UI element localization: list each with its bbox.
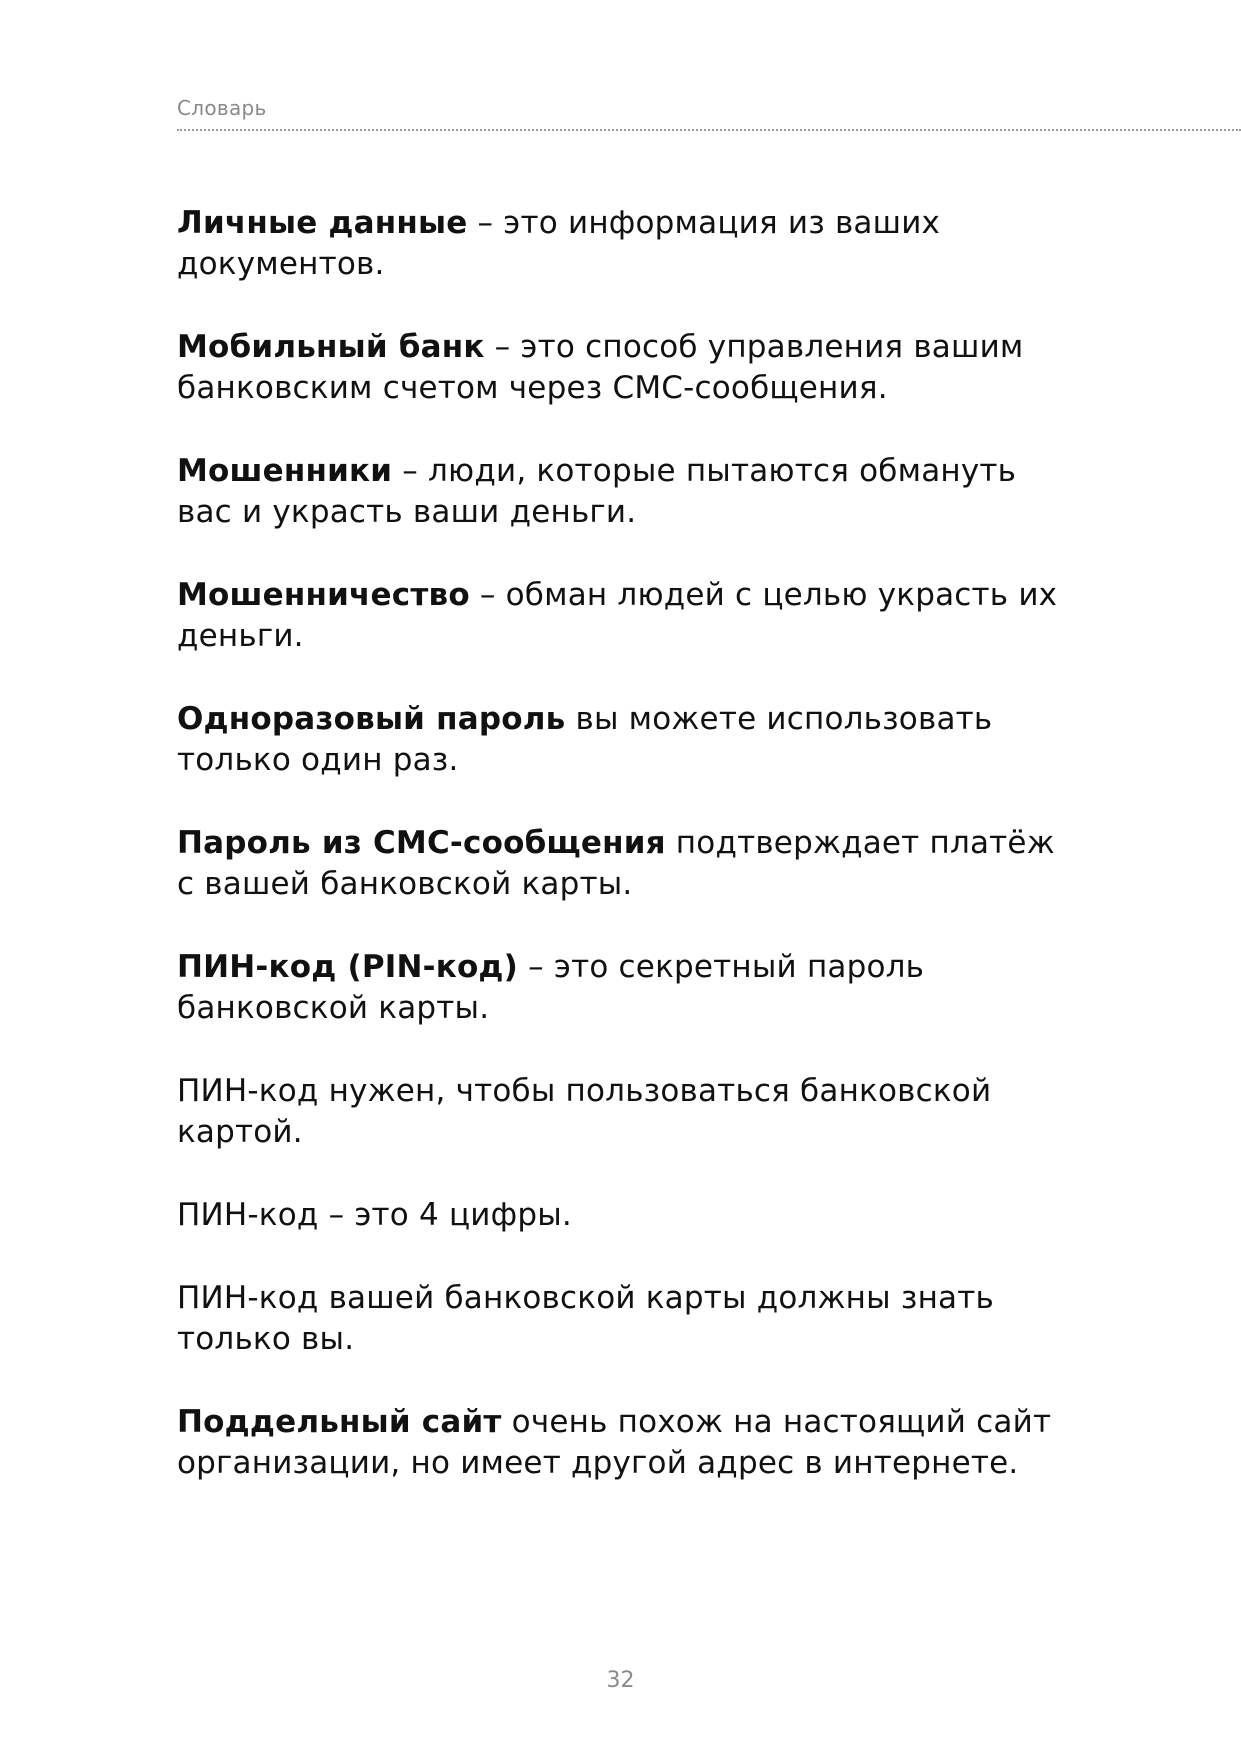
glossary-term: Мошенники bbox=[177, 453, 393, 489]
glossary-term: Мобильный банк bbox=[177, 329, 485, 365]
glossary-paragraph bbox=[177, 1195, 1077, 1236]
glossary-definition: ПИН-код нужен, чтобы пользоваться банковской картой. bbox=[177, 1073, 992, 1150]
glossary-term: Поддельный сайт bbox=[177, 1404, 502, 1440]
glossary-definition: ПИН-код вашей банковской карты должны знать только вы. bbox=[177, 1280, 994, 1357]
glossary-entry bbox=[177, 1402, 1077, 1484]
glossary-definition: очень похож на настоящий сайт организации, но имеет другой адрес в интернете. bbox=[177, 1404, 1052, 1481]
glossary-term: Пароль из СМС-сообщения bbox=[177, 825, 666, 861]
glossary-entry bbox=[177, 451, 1077, 533]
header-title: Словарь bbox=[177, 96, 267, 120]
header-divider bbox=[177, 129, 1241, 131]
glossary-term: Мошенничество bbox=[177, 577, 470, 613]
glossary-entry bbox=[177, 699, 1077, 781]
glossary-entry bbox=[177, 203, 1077, 285]
glossary-definition: – это секретный пароль банковской карты. bbox=[177, 949, 925, 1026]
page-header bbox=[177, 96, 1241, 131]
glossary-entry bbox=[177, 947, 1077, 1029]
glossary-entry bbox=[177, 327, 1077, 409]
glossary-term: Личные данные bbox=[177, 205, 468, 241]
glossary-term: Одноразовый пароль bbox=[177, 701, 566, 737]
glossary-definition: – обман людей с целью украсть их деньги. bbox=[177, 577, 1058, 654]
glossary-definition: подтверждает платёж с вашей банковской карты. bbox=[177, 825, 1055, 902]
glossary-entry bbox=[177, 823, 1077, 905]
glossary-paragraph bbox=[177, 1278, 1077, 1360]
glossary-content bbox=[177, 203, 1077, 1526]
glossary-definition: – люди, которые пытаются обмануть вас и украсть ваши деньги. bbox=[177, 453, 1017, 530]
glossary-definition: – это способ управления вашим банковским счетом через СМС-сообщения. bbox=[177, 329, 1024, 406]
glossary-definition: – это информация из ваших документов. bbox=[177, 205, 941, 282]
glossary-definition: вы можете использовать только один раз. bbox=[177, 701, 993, 778]
glossary-entry bbox=[177, 575, 1077, 657]
page-number: 32 bbox=[606, 1668, 635, 1693]
glossary-paragraph bbox=[177, 1071, 1077, 1153]
glossary-definition: ПИН-код – это 4 цифры. bbox=[177, 1197, 572, 1233]
glossary-term: ПИН-код (PIN-код) bbox=[177, 949, 519, 985]
